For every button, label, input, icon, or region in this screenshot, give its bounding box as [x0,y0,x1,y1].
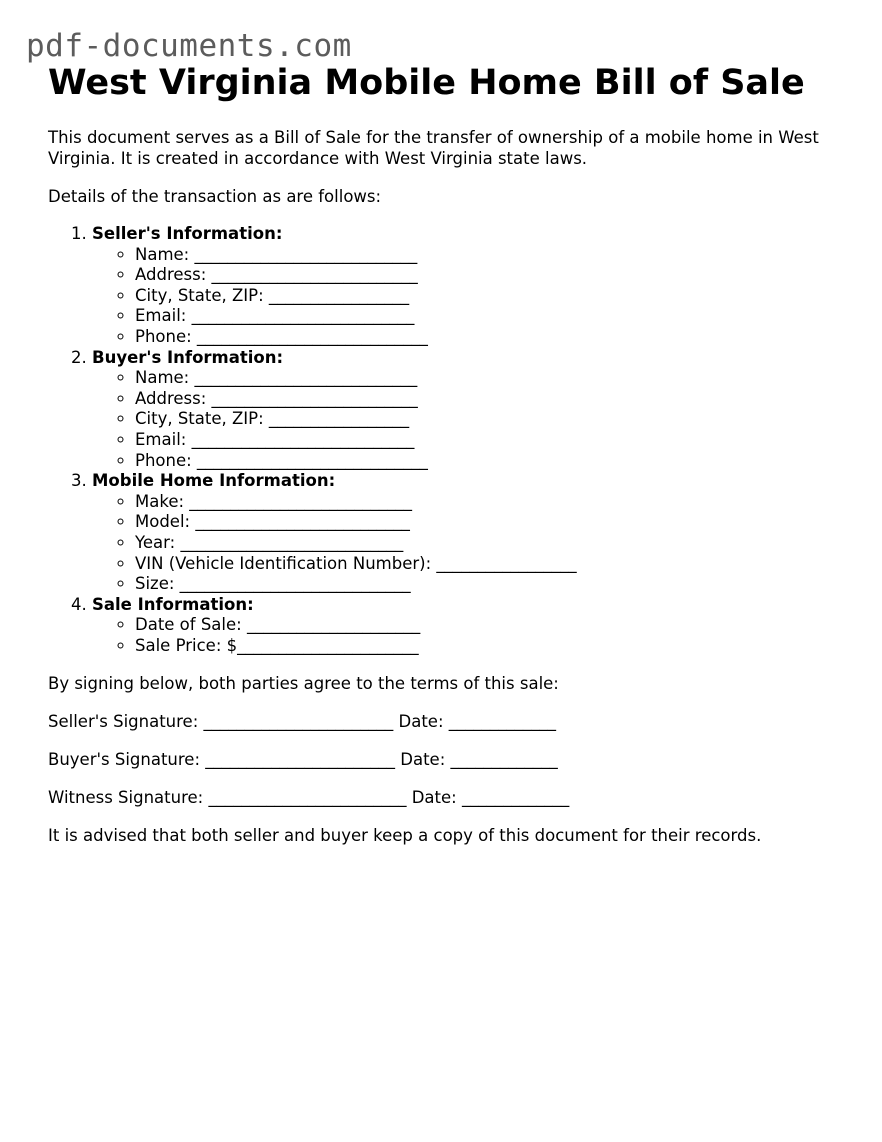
field-list [92,615,848,656]
field-list [92,492,848,595]
field-buyer-phone: ◦ Phone: ____________________________ [135,451,848,472]
intro-paragraph: This document serves as a Bill of Sale for the transfer of ownership of a mobile home in West Virginia. It is created in accordance with West Virginia state laws. [48,128,819,168]
section-title: Seller's Information: [92,224,283,243]
section-title: Buyer's Information: [92,347,284,367]
section-mobile-home [92,471,848,595]
field-seller-city-state-zip: ◦ City, State, ZIP: _________________ [135,286,848,307]
section-buyer [92,348,848,472]
advice-text: It is advised that both seller and buyer keep a copy of this document for their records. [48,826,762,846]
field-list [92,368,848,471]
field-buyer-name: ◦ Name: ___________________________ [135,368,848,389]
field-vin: ◦ VIN (Vehicle Identification Number): _________________ [135,554,848,575]
field-seller-phone: ◦ Phone: ____________________________ [135,327,848,348]
field-buyer-city-state-zip: ◦ City, State, ZIP: _________________ [135,409,848,430]
field-buyer-email: ◦ Email: ___________________________ [135,430,848,451]
field-list [92,245,848,348]
section-seller [92,224,848,348]
section-sale [92,595,848,657]
buyer-signature-line: Buyer's Signature: _______________________ Date: _____________ [48,750,558,770]
field-seller-name: ◦ Name: ___________________________ [135,245,848,266]
field-date-of-sale: ◦ Date of Sale: _____________________ [135,615,848,636]
agreement-text: By signing below, both parties agree to the terms of this sale: [48,674,559,694]
field-year: ◦ Year: ___________________________ [135,533,848,554]
details-intro: Details of the transaction as are follows: [48,187,382,206]
section-list [48,224,848,656]
field-make: ◦ Make: ___________________________ [135,492,848,513]
section-title: Sale Information: [92,594,254,614]
section-title: Mobile Home Information: [92,471,336,491]
field-seller-email: ◦ Email: ___________________________ [135,306,848,327]
seller-signature-line: Seller's Signature: _______________________ Date: _____________ [48,712,556,732]
field-buyer-address: ◦ Address: _________________________ [135,389,848,410]
document-title: West Virginia Mobile Home Bill of Sale [48,63,805,103]
field-sale-price: ◦ Sale Price: $______________________ [135,636,848,657]
watermark: pdf-documents.com [26,28,352,64]
field-size: ◦ Size: ____________________________ [135,574,848,595]
document-body [48,60,848,846]
field-seller-address: ◦ Address: _________________________ [135,265,848,286]
witness-signature-line: Witness Signature: ________________________ Date: _____________ [48,788,570,808]
field-model: ◦ Model: __________________________ [135,512,848,533]
